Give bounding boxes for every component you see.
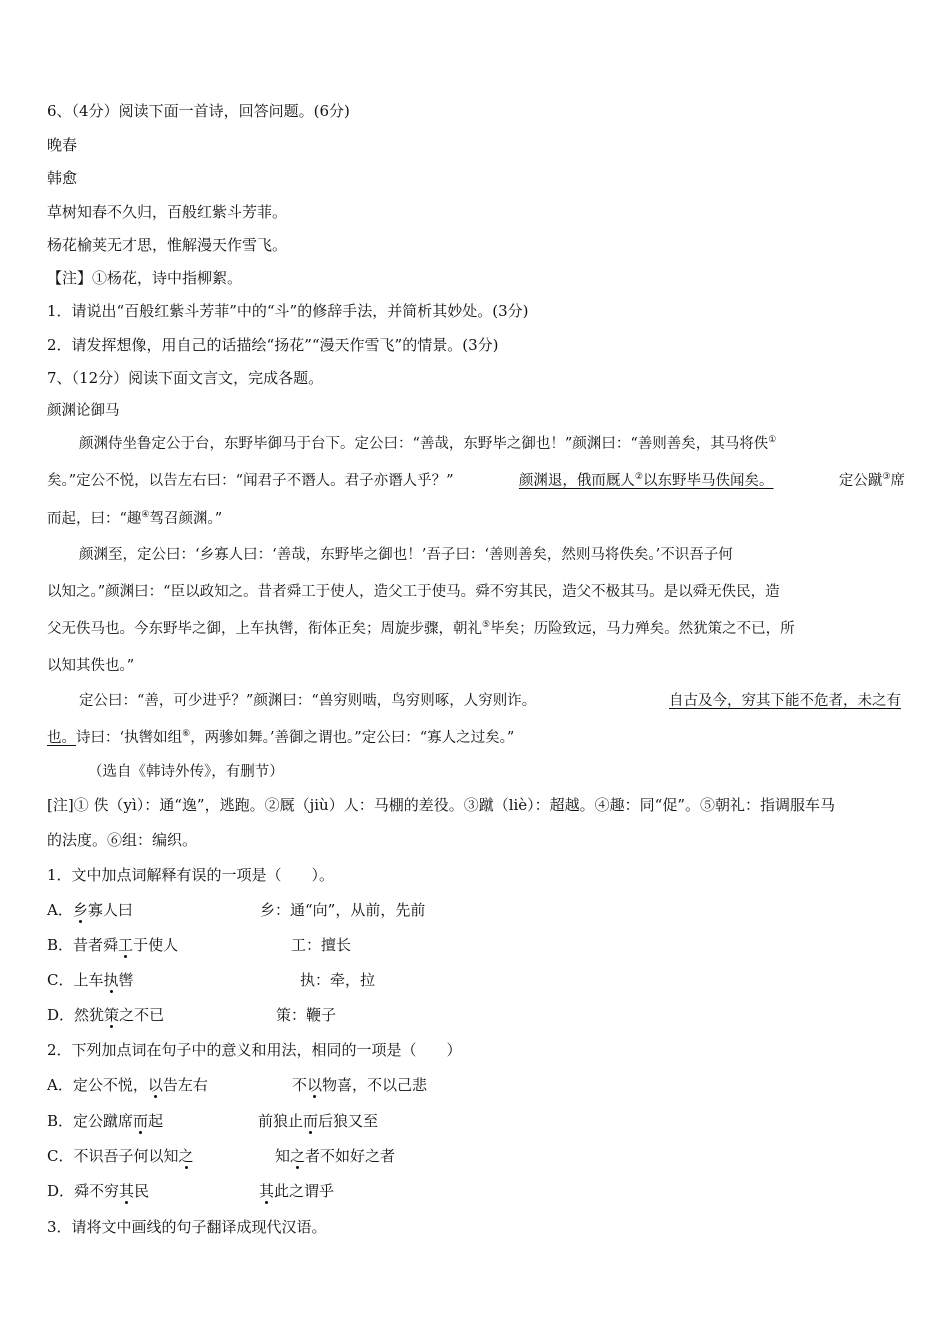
para2-line1: 颜渊至，定公曰：‘乡寡人曰：‘善哉，东野毕之御也！’吾子曰：‘善则善矣，然则马将佚矣。’不识吾子何 xyxy=(79,547,733,563)
q7-header: 7、（12分）阅读下面文言文，完成各题。 xyxy=(47,369,324,387)
poem-note: 【注】①杨花，诗中指柳絮。 xyxy=(47,269,243,287)
sub1-option-d: D．然犹策之不已 策：鞭子 xyxy=(47,1006,337,1024)
sub2-option-a: A．定公不悦，以告左右 不以物喜，不以己悲 xyxy=(47,1076,428,1094)
para1-line2: 矣。”定公不悦，以告左右曰：“闻君子不谮人。君子亦谮人乎？” 颜渊退，俄而厩人②以东野毕马佚闻矣。 定公蹴③席 xyxy=(47,470,905,492)
sub1-option-c: C．上车执辔 执：牵，拉 xyxy=(47,971,376,989)
poem-line-2: 杨花榆荚无才思，惟解漫天作雪飞。 xyxy=(47,236,288,254)
sub2-option-c: C．不识吾子何以知之 知之者不如好之者 xyxy=(47,1147,396,1165)
q6-sub-2: 2．请发挥想像，用自己的话描绘“扬花”“漫天作雪飞”的情景。(3分) xyxy=(47,336,499,354)
q6-header: 6、（4分）阅读下面一首诗，回答问题。(6分) xyxy=(47,102,350,120)
notes-line2: 的法度。⑥组：编织。 xyxy=(47,831,198,849)
sub2-option-d: D．舜不穷其民 其此之谓乎 xyxy=(47,1182,335,1200)
underlined-sentence-2: 自古及今，穷其下能不危者，未之有 xyxy=(669,693,901,709)
para3-line1: 定公曰：“善，可少进乎？”颜渊曰：“兽穷则啮，鸟穷则啄，人穷则诈。 自古及今，穷其下能不危者，未之有 xyxy=(79,690,901,712)
para1-line3: 而起，曰：“趣④驾召颜渊。” xyxy=(47,510,223,527)
para3-line2: 也。诗曰：‘执辔如组⑥，两骖如舞。’善御之谓也。”定公曰：“寡人之过矣。” xyxy=(47,729,515,746)
para2-line3: 父无佚马也。今东野毕之御，上车执辔，衔体正矣；周旋步骤，朝礼⑤毕矣；历险致远，马力殚矣。然犹策之不已，所 xyxy=(47,620,795,637)
passage-title: 颜渊论御马 xyxy=(47,403,120,419)
sub1-option-a: A．乡寡人曰 乡：通“向”，从前，先前 xyxy=(47,901,426,919)
underlined-sentence-1: 颜渊退，俄而厩人②以东野毕马佚闻矣。 xyxy=(518,472,774,489)
q7-sub1-stem: 1．文中加点词解释有误的一项是（ ）。 xyxy=(47,866,335,884)
sub1-option-b: B．昔者舜工于使人 工：擅长 xyxy=(47,936,352,954)
para2-line2: 以知之。”颜渊曰：“臣以政知之。昔者舜工于使人，造父工于使马。舜不穷其民，造父不极其马。是以舜无佚民，造 xyxy=(47,584,780,600)
q7-sub2-stem: 2．下列加点词在句子中的意义和用法，相同的一项是（ ） xyxy=(47,1041,462,1059)
q6-sub-1: 1．请说出“百般红紫斗芳菲”中的“斗”的修辞手法，并简析其妙处。(3分) xyxy=(47,302,529,320)
poem-author: 韩愈 xyxy=(47,169,78,187)
para1-line1: 颜渊侍坐鲁定公于台，东野毕御马于台下。定公曰：“善哉，东野毕之御也！”颜渊曰：“善则善矣，其马将佚① xyxy=(79,435,777,452)
source-line: （选自《韩诗外传》，有删节） xyxy=(88,764,284,780)
notes-line1: [注]① 佚（yì）：通“逸”，逃跑。②厩（jiù）人：马棚的差役。③蹴（liè）：超越。④趣：同“促”。⑤朝礼：指调服车马 xyxy=(47,796,836,814)
sub2-option-b: B．定公蹴席而起 前狼止而后狼又至 xyxy=(47,1112,379,1130)
poem-title: 晚春 xyxy=(47,136,78,154)
q7-sub3: 3．请将文中画线的句子翻译成现代汉语。 xyxy=(47,1218,327,1236)
para2-line4: 以知其佚也。” xyxy=(47,658,135,674)
poem-line-1: 草树知春不久归，百般红紫斗芳菲。 xyxy=(47,203,288,221)
